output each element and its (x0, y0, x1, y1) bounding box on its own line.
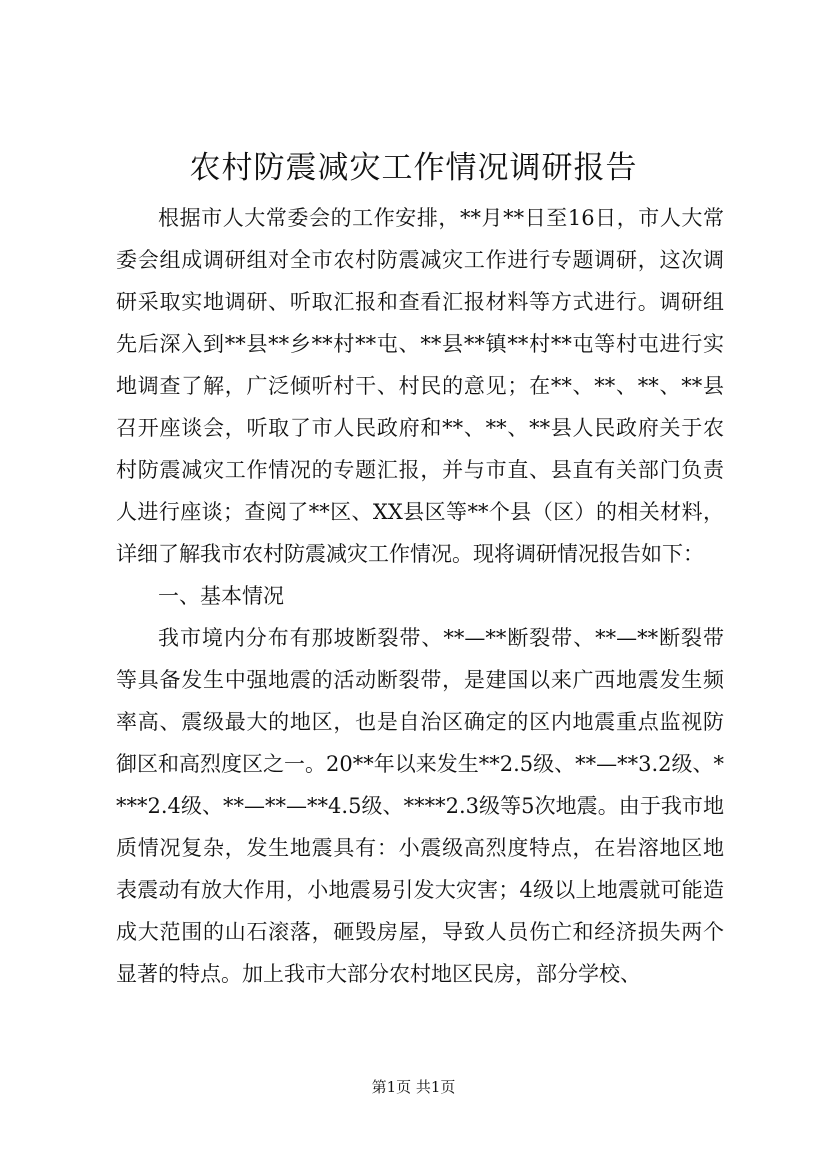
document-body (116, 197, 724, 995)
page-number-footer: 第1页 共1页 (371, 1078, 456, 1096)
section-heading-basic-situation: 一、基本情况 (158, 584, 284, 608)
document-title: 农村防震减灾工作情况调研报告 (189, 150, 638, 186)
intro-paragraph: 根据市人大常委会的工作安排，**月**日至16日，市人大常委会组成调研组对全市农村防震减灾工作进行专题调研，这次调研采取实地调研、听取汇报和查看汇报材料等方式进行。调研组先后深入到**县**乡**村**屯、**县**镇**村**屯等村屯进行实地调查了解，广泛倾听村干、村民的意见；在**、**、**、**县召开座谈会，听取了市人民政府和**、**、**县人民政府关于农村防震减灾工作情况的专题汇报，并与市直、县直有关部门负责人进行座谈；查阅了**区、XX县区等**个县（区）的相关材料，详细了解我市农村防震减灾工作情况。现将调研情况报告如下： (116, 206, 724, 566)
basic-situation-paragraph: 我市境内分布有那坡断裂带、**—**断裂带、**—**断裂带等具备发生中强地震的活动断裂带，是建国以来广西地震发生频率高、震级最大的地区，也是自治区确定的区内地震重点监视防御区和高烈度区之一。20**年以来发生**2.5级、**—**3.2级、****2.4级、**—**—**4.5级、****2.3级等5次地震。由于我市地质情况复杂，发生地震具有：小震级高烈度特点，在岩溶地区地表震动有放大作用，小地震易引发大灾害；4级以上地震就可能造成大范围的山石滚落，砸毁房屋，导致人员伤亡和经济损失两个显著的特点。加上我市大部分农村地区民房，部分学校、 (116, 626, 725, 986)
